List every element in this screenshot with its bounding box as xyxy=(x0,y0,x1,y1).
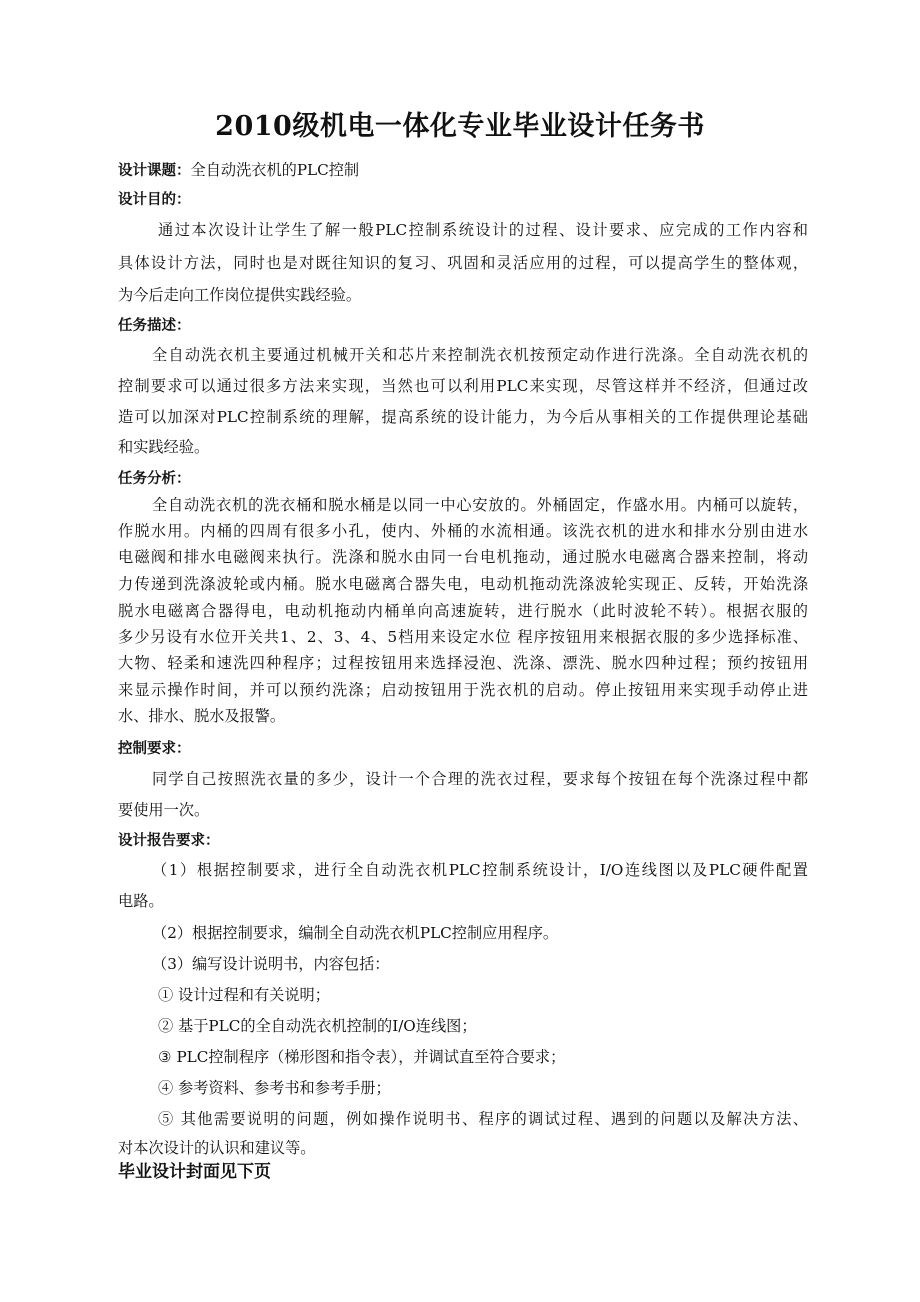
control-heading: 控制要求： xyxy=(118,741,191,757)
report-list-item: ④ 参考资料、参考书和参考手册； xyxy=(158,1079,391,1097)
topic-label: 设计课题： xyxy=(118,163,191,179)
analysis-line: 力传递到洗涤波轮或内桶。脱水电磁离合器失电，电动机拖动洗涤波轮实现正、反转，开始洗涤 xyxy=(118,575,808,593)
report-heading: 设计报告要求： xyxy=(118,833,220,849)
analysis-line: 作脱水用。内桶的四周有很多小孔，使内、外桶的水流相通。该洗衣机的进水和排水分别由进水 xyxy=(118,522,808,540)
analysis-line: 全自动洗衣机的洗衣桶和脱水桶是以同一中心安放的。外桶固定，作盛水用。内桶可以旋转， xyxy=(152,496,808,514)
description-line: 控制要求可以通过很多方法来实现，当然也可以利用PLC来实现，尽管这样并不经济，但通过改 xyxy=(118,377,808,395)
report-line: （3）编写设计说明书，内容包括： xyxy=(152,955,390,973)
control-line: 要使用一次。 xyxy=(118,801,210,819)
analysis-line: 大物、轻柔和速洗四种程序；过程按钮用来选择浸泡、洗涤、漂洗、脱水四种过程；预约按钮用 xyxy=(118,654,808,672)
analysis-line: 水、排水、脱水及报警。 xyxy=(118,707,286,725)
purpose-line: 为今后走向工作岗位提供实践经验。 xyxy=(118,286,361,304)
report-list-item: ③ PLC控制程序（梯形图和指令表），并调试直至符合要求； xyxy=(158,1048,566,1066)
analysis-line: 来显示操作时间，并可以预约洗涤；启动按钮用于洗衣机的启动。停止按钮用来实现手动停止进 xyxy=(118,681,808,699)
topic-value: 全自动洗衣机的PLC控制 xyxy=(190,161,360,179)
report-list-item: ② 基于PLC的全自动洗衣机控制的I/O连线图； xyxy=(158,1017,477,1035)
description-line: 全自动洗衣机主要通过机械开关和芯片来控制洗衣机按预定动作进行洗涤。全自动洗衣机的 xyxy=(152,346,808,364)
purpose-heading: 设计目的： xyxy=(118,192,191,208)
analysis-line: 电磁阀和排水电磁阀来执行。洗涤和脱水由同一台电机拖动，通过脱水电磁离合器来控制，将动 xyxy=(118,548,808,566)
analysis-heading: 任务分析： xyxy=(118,471,191,487)
report-list-item: ⑤ 其他需要说明的问题，例如操作说明书、程序的调试过程、遇到的问题以及解决方法、 xyxy=(158,1110,808,1128)
description-line: 造可以加深对PLC控制系统的理解，提高系统的设计能力，为今后从事相关的工作提供理论基础 xyxy=(118,408,808,426)
analysis-line: 脱水电磁离合器得电，电动机拖动内桶单向高速旋转，进行脱水（此时波轮不转）。根据衣服的 xyxy=(118,602,808,620)
footer-note: 毕业设计封面见下页 xyxy=(118,1162,271,1182)
document-title: 2010级机电一体化专业毕业设计任务书 xyxy=(215,111,705,142)
topic-line xyxy=(118,157,808,184)
report-line: 对本次设计的认识和建议等。 xyxy=(118,1139,316,1157)
control-line: 同学自己按照洗衣量的多少，设计一个合理的洗衣过程，要求每个按钮在每个洗涤过程中都 xyxy=(152,770,808,788)
report-line: （2）根据控制要求，编制全自动洗衣机PLC控制应用程序。 xyxy=(152,924,559,942)
description-heading: 任务描述： xyxy=(118,318,191,334)
report-line: 电路。 xyxy=(118,892,164,910)
analysis-line: 多少另设有水位开关共1、2、3、4、5档用来设定水位 程序按钮用来根据衣服的多少选择标准、 xyxy=(118,628,808,646)
purpose-line: 具体设计方法，同时也是对既往知识的复习、巩固和灵活应用的过程，可以提高学生的整体观， xyxy=(118,254,808,272)
report-list-item: ① 设计过程和有关说明； xyxy=(158,986,330,1004)
report-line: （1）根据控制要求，进行全自动洗衣机PLC控制系统设计，I/O连线图以及PLC硬件配置 xyxy=(152,861,808,879)
description-line: 和实践经验。 xyxy=(118,438,210,456)
purpose-line: 通过本次设计让学生了解一般PLC控制系统设计的过程、设计要求、应完成的工作内容和 xyxy=(158,221,808,239)
